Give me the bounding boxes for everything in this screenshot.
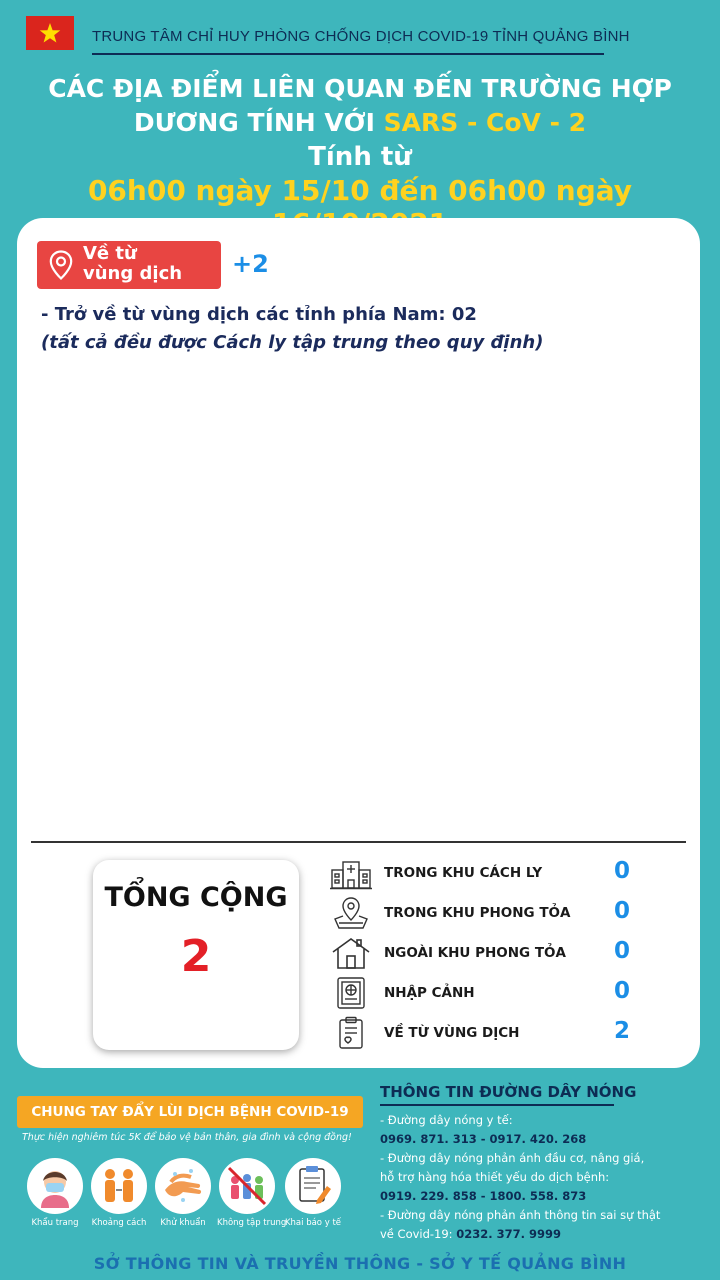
case-count: +2 — [232, 250, 269, 278]
stat-row-entry — [329, 976, 659, 1010]
organization-name: TRUNG TÂM CHỈ HUY PHÒNG CHỐNG DỊCH COVID-19 TỈNH QUẢNG BÌNH — [92, 28, 630, 45]
hotline-misinfo-number: 0232. 377. 9999 — [456, 1227, 561, 1241]
rule-label: Khử khuẩn — [160, 1218, 206, 1228]
total-box — [93, 860, 299, 1050]
rule-mask — [25, 1158, 85, 1228]
passport-icon — [329, 976, 373, 1010]
campaign-banner: CHUNG TAY ĐẨY LÙI DỊCH BỆNH COVID-19 — [17, 1096, 363, 1128]
health-declaration-icon — [291, 1164, 335, 1208]
case-note: (tất cả đều được Cách ly tập trung theo quy định) — [41, 332, 544, 353]
rule-label: Khoảng cách — [91, 1218, 147, 1228]
stat-value: 0 — [614, 898, 631, 924]
case-category-line-1: Về từ — [83, 243, 137, 264]
footer: SỞ THÔNG TIN VÀ TRUYỀN THÔNG - SỞ Y TẾ QUẢNG BÌNH — [93, 1254, 627, 1273]
distance-icon — [97, 1164, 141, 1208]
case-category-line-2: vùng dịch — [83, 263, 183, 284]
hotline-medical-label: - Đường dây nóng y tế: — [380, 1113, 513, 1127]
hotline-title: THÔNG TIN ĐƯỜNG DÂY NÓNG — [380, 1083, 637, 1101]
rule-disinfect — [153, 1158, 213, 1228]
card-divider — [31, 841, 686, 843]
stat-label: VỀ TỪ VÙNG DỊCH — [384, 1025, 520, 1041]
stat-row-returned — [329, 1016, 659, 1050]
hotline-medical-numbers: 0969. 871. 313 - 0917. 420. 268 — [380, 1132, 587, 1146]
face-mask-icon — [33, 1164, 77, 1208]
hotline-goods-label-2: hỗ trợ hàng hóa thiết yếu do dịch bệnh: — [380, 1170, 610, 1184]
rule-label: Không tập trung — [217, 1218, 287, 1228]
campaign-subtitle: Thực hiện nghiêm túc 5K để bảo vệ bản thân, gia đình và cộng đồng! — [22, 1132, 352, 1143]
stat-row-lockdown-outside — [329, 936, 659, 970]
stat-value: 2 — [614, 1018, 631, 1044]
rule-health-declaration — [283, 1158, 343, 1228]
stat-label: NHẬP CẢNH — [384, 985, 475, 1001]
hand-wash-icon — [161, 1164, 205, 1208]
stat-value: 0 — [614, 858, 631, 884]
rule-distance — [89, 1158, 149, 1228]
location-pin-icon — [49, 250, 73, 280]
title-line-2 — [0, 108, 720, 137]
hotline-misinfo-prefix: về Covid-19: — [380, 1227, 457, 1241]
stat-label: TRONG KHU CÁCH LY — [384, 865, 543, 881]
stat-row-lockdown-inside — [329, 896, 659, 930]
vietnam-flag-icon — [26, 16, 74, 50]
no-gathering-icon — [225, 1164, 269, 1208]
rule-label: Khẩu trang — [31, 1218, 79, 1228]
hotline-misinfo-label: - Đường dây nóng phản ánh thông tin sai sự thật — [380, 1208, 661, 1222]
house-icon — [329, 936, 373, 970]
virus-name: SARS - CoV - 2 — [383, 108, 587, 137]
case-detail: - Trở về từ vùng dịch các tỉnh phía Nam: 02 — [41, 304, 477, 325]
total-label: TỔNG CỘNG — [104, 882, 288, 913]
title-line-2-prefix: DƯƠNG TÍNH VỚI — [133, 108, 384, 137]
stat-label: TRONG KHU PHONG TỎA — [384, 905, 571, 921]
title-line-1: CÁC ĐỊA ĐIỂM LIÊN QUAN ĐẾN TRƯỜNG HỢP — [48, 74, 672, 103]
rule-no-gathering — [217, 1158, 287, 1228]
stat-row-quarantine — [329, 856, 659, 890]
date-range: 06h00 ngày 15/10 đến 06h00 ngày — [87, 174, 633, 207]
map-pin-icon — [329, 896, 373, 930]
title-line-3: Tính từ — [308, 142, 412, 172]
hotline-goods-numbers: 0919. 229. 858 - 1800. 558. 873 — [380, 1189, 587, 1203]
stat-label: NGOÀI KHU PHONG TỎA — [384, 945, 566, 961]
header-divider — [92, 53, 604, 55]
hotline-goods-label-1: - Đường dây nóng phản ánh đầu cơ, nâng giá, — [380, 1151, 645, 1165]
rule-label: Khai báo y tế — [284, 1218, 342, 1228]
hospital-icon — [329, 856, 373, 890]
case-category-label — [83, 244, 182, 284]
case-category-tag — [37, 241, 221, 289]
case-card — [17, 218, 700, 1068]
stat-value: 0 — [614, 938, 631, 964]
total-value: 2 — [180, 931, 212, 982]
clipboard-icon — [329, 1016, 373, 1050]
stat-value: 0 — [614, 978, 631, 1004]
hotline-divider — [380, 1104, 614, 1106]
hotline-misinfo-line — [380, 1227, 561, 1241]
